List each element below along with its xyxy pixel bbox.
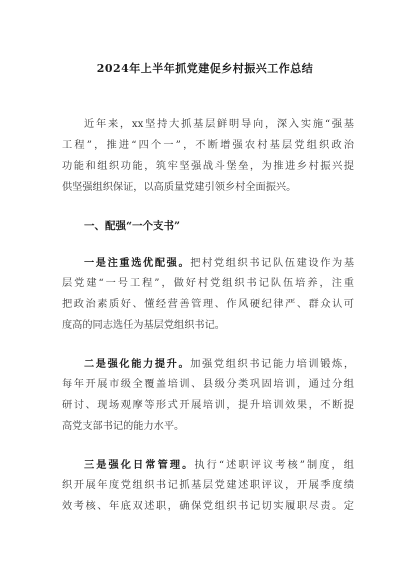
para3-line-2: 织开展年度党组织书记抓基层党建述职评议，开展季度绩: [62, 480, 354, 491]
para1-lead: 一是注重选优配强。: [84, 257, 191, 269]
document-title: 2024年上半年抓党建促乡村振兴工作总结: [96, 62, 314, 75]
para2-line-2: 每年开展市级全覆盖培训、县级分类巩固培训，通过分组: [62, 379, 354, 390]
para2-line-3: 研讨、现场观摩等形式开展培训，提升培训效果，不断提: [62, 400, 354, 411]
para1-first-rest: 把村党组织书记队伍建设作为基: [190, 258, 354, 269]
para1-line-1: [84, 256, 354, 270]
para3-lead: 三是强化日常管理。: [84, 459, 195, 471]
intro-line-1: 近年来，xx坚持大抓基层鲜明导向，深入实施“强基: [84, 119, 354, 130]
para3-first-rest: 执行“述职评议考核”制度，组: [194, 460, 354, 471]
para2-line-4: 高党支部书记的能力水平。: [62, 421, 185, 432]
para2-line-1: [84, 357, 354, 371]
section-heading: 一、配强“一个支书”: [84, 220, 181, 232]
para2-lead: 二是强化能力提升。: [84, 358, 191, 370]
para1-line-4: 度高的同志选任为基层党组织书记。: [62, 320, 225, 331]
intro-line-2: 工程”，推进“四个一”，不断增强农村基层党组织政治: [62, 140, 354, 151]
para2-first-rest: 加强党组织书记能力培训锻炼，: [190, 359, 354, 370]
para1-line-2: 层党建“一号工程”，做好村党组织书记队伍培养，注重: [62, 278, 354, 289]
para1-line-3: 把政治素质好、懂经营善管理、作风硬纪律严、群众认可: [62, 299, 354, 310]
intro-line-3: 功能和组织功能，筑牢坚强战斗堡垒，为推进乡村振兴提: [62, 161, 354, 172]
para3-line-1: [84, 458, 354, 472]
para3-line-3: 效考核、年底双述职，确保党组织书记切实履职尽责。定: [62, 501, 354, 512]
intro-line-4: 供坚强组织保证，以高质量党建引领乡村全面振兴。: [62, 182, 297, 193]
